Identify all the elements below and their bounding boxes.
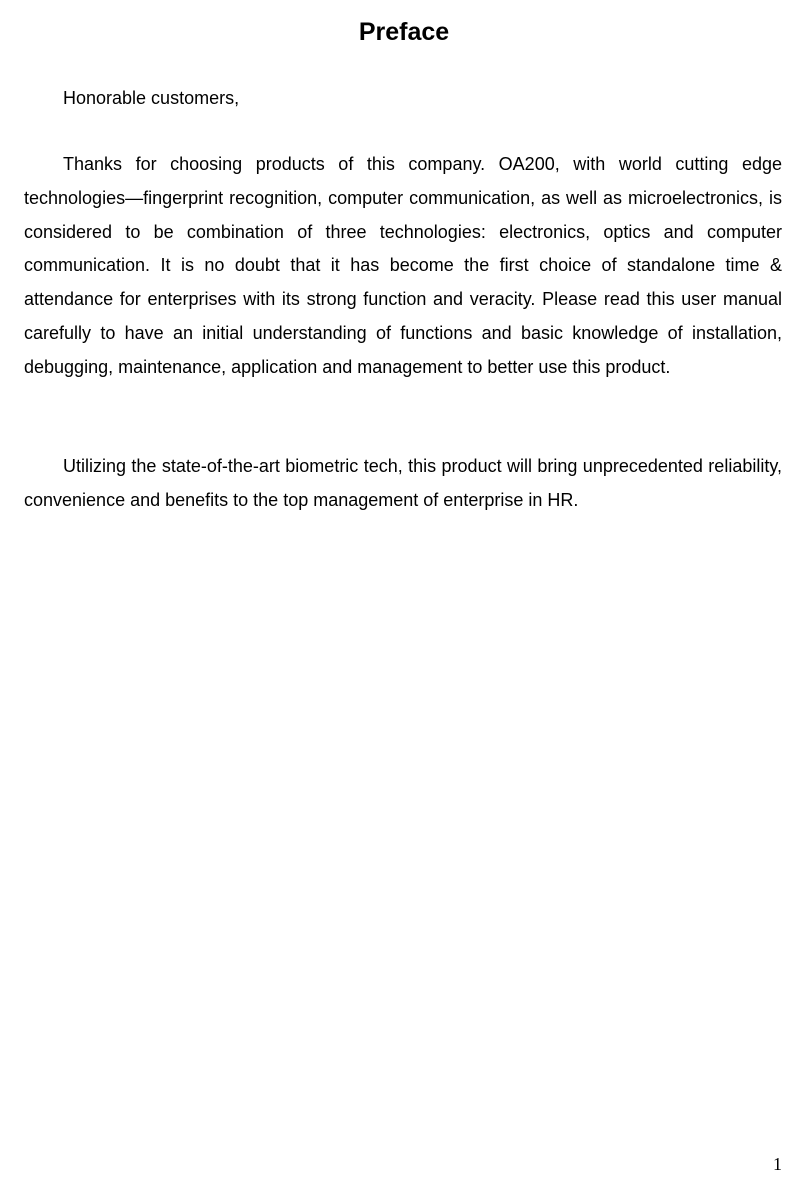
paragraph-intro: Thanks for choosing products of this company. OA200, with world cutting edge technologies—fingerprint recognition, computer communication, as well as microelectronics, is considered to be combination of three technologies: electronics, optics and computer communication. It is no doubt that it has become the first choice of standalone time & attendance for enterprises with its strong function and veracity. Please read this user manual carefully to have an initial understanding of functions and basic knowledge of installation, debugging, maintenance, application and management to better use this product.	[24, 154, 782, 377]
paragraph-benefits: Utilizing the state-of-the-art biometric tech, this product will bring unprecedented reliability, convenience and benefits to the top management of enterprise in HR.	[24, 456, 782, 510]
salutation: Honorable customers,	[63, 88, 240, 108]
page-title: Preface	[358, 18, 450, 46]
page-number: 1	[773, 1154, 782, 1174]
